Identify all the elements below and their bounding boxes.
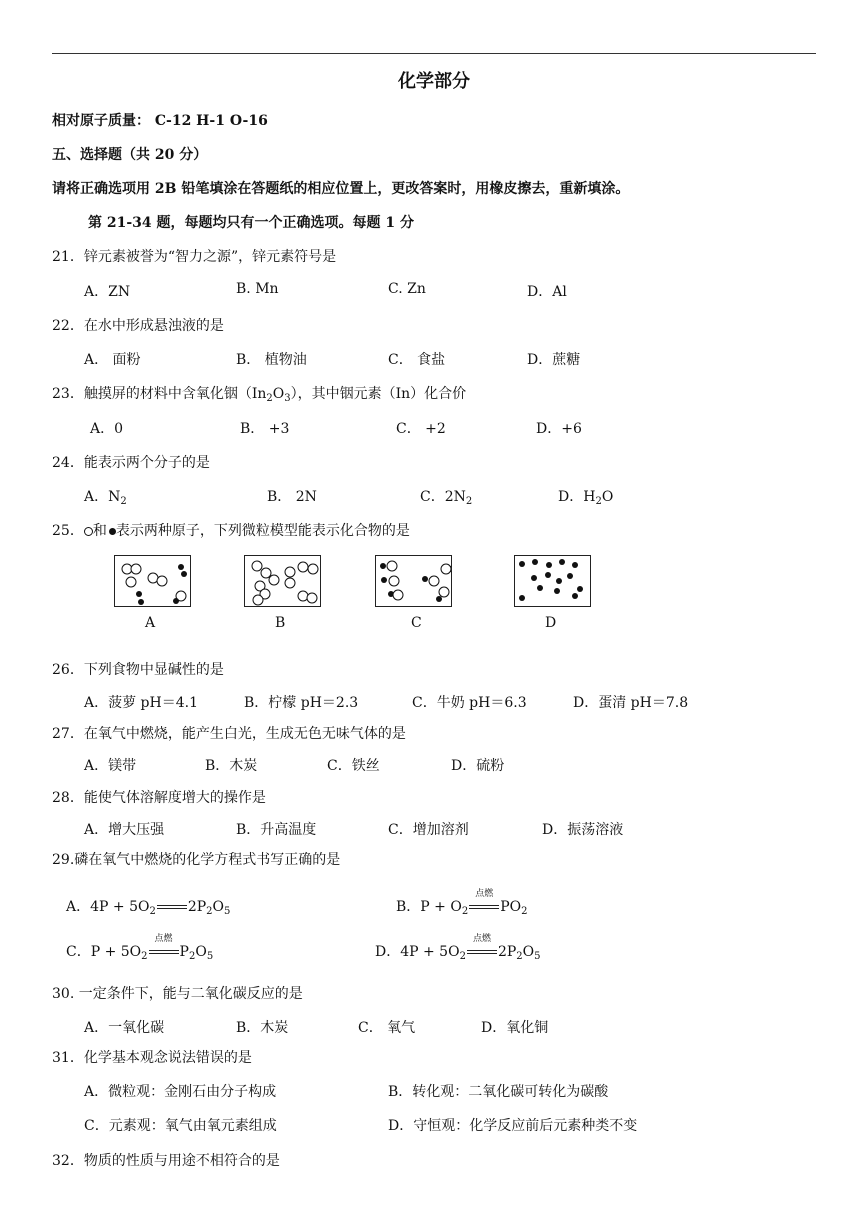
- open-circle-icon: [84, 527, 93, 536]
- q30-option-b: B．木炭: [236, 1020, 289, 1036]
- q29-option-c: C．$P + 5O_2$ 点燃 $P_2O_5$: [66, 934, 214, 962]
- model-c: [375, 555, 452, 607]
- ignite-equals-sign: 点燃: [467, 944, 497, 960]
- q24-option-a: A．$N_2$: [84, 489, 127, 507]
- q23-option-b: B． +3: [240, 421, 290, 437]
- filled-dot-icon: [109, 528, 116, 535]
- q26-option-a: A．菠萝 pH＝4.1: [84, 695, 198, 711]
- q21-option-c: C. Zn: [388, 281, 426, 297]
- q24-option-b: B． 2N: [267, 489, 317, 505]
- q21-stem: 21．锌元素被誉为“智力之源”，锌元素符号是: [52, 249, 337, 265]
- q22-option-c: C． 食盐: [388, 352, 446, 368]
- page-title: 化学部分: [398, 71, 470, 92]
- q31-option-b: B．转化观：二氧化碳可转化为碳酸: [388, 1084, 609, 1100]
- q30-option-c: C． 氧气: [358, 1020, 416, 1036]
- q30-option-d: D．氧化铜: [481, 1020, 549, 1036]
- q26-option-d: D．蛋清 pH＝7.8: [573, 695, 689, 711]
- q24-option-d: D．$H_2O$: [558, 489, 614, 507]
- q23-option-d: D．+6: [536, 421, 582, 437]
- model-d: [514, 555, 591, 607]
- q26-stem: 26．下列食物中显碱性的是: [52, 662, 224, 678]
- q26-option-c: C．牛奶 pH＝6.3: [412, 695, 527, 711]
- q21-option-d: D．Al: [527, 284, 567, 300]
- q25-stem: 25． 和 表示两种原子，下列微粒模型能表示化合物的是: [52, 523, 410, 539]
- q23-option-a: A．0: [90, 421, 124, 437]
- q26-option-b: B．柠檬 pH＝2.3: [244, 695, 359, 711]
- q30-stem: 30. 一定条件下，能与二氧化碳反应的是: [52, 986, 303, 1002]
- q28-option-b: B．升高温度: [236, 822, 317, 838]
- q22-option-a: A． 面粉: [84, 352, 141, 368]
- model-b: [244, 555, 321, 607]
- q29-option-a: A．$4P + 5O_2$ $2P_2O_5$: [66, 899, 231, 917]
- equals-sign: [157, 899, 187, 915]
- q31-stem: 31．化学基本观念说法错误的是: [52, 1050, 252, 1066]
- q27-option-b: B．木炭: [205, 758, 258, 774]
- q23-option-c: C． +2: [396, 421, 446, 437]
- model-a: [114, 555, 191, 607]
- q28-stem: 28．能使气体溶解度增大的操作是: [52, 790, 266, 806]
- q24-stem: 24．能表示两个分子的是: [52, 455, 210, 471]
- q28-option-d: D．振荡溶液: [542, 822, 624, 838]
- q23-stem: 23．触摸屏的材料中含氧化铟$(In_2O_3)$，其中铟元素（In）化合价: [52, 386, 467, 404]
- q29-stem: 29.磷在氧气中燃烧的化学方程式书写正确的是: [52, 852, 341, 868]
- q31-option-d: D．守恒观：化学反应前后元素种类不变: [388, 1118, 638, 1134]
- model-label-b: B: [275, 615, 286, 631]
- q22-stem: 22．在水中形成悬浊液的是: [52, 318, 224, 334]
- model-label-a: A: [145, 615, 156, 631]
- q31-option-a: A．微粒观：金刚石由分子构成: [84, 1084, 277, 1100]
- top-rule: [52, 53, 816, 54]
- model-label-d: D: [545, 615, 557, 631]
- q31-option-c: C．元素观：氧气由氧元素组成: [84, 1118, 277, 1134]
- q32-stem: 32．物质的性质与用途不相符合的是: [52, 1153, 280, 1169]
- q30-option-a: A．一氧化碳: [84, 1020, 165, 1036]
- q27-option-d: D．硫粉: [451, 758, 505, 774]
- q27-option-c: C．铁丝: [327, 758, 380, 774]
- q22-option-b: B． 植物油: [236, 352, 307, 368]
- q21-option-a: A．ZN: [84, 284, 131, 300]
- q21-option-b: B. Mn: [236, 281, 279, 297]
- q27-option-a: A．镁带: [84, 758, 137, 774]
- ignite-equals-sign: 点燃: [149, 944, 179, 960]
- q27-stem: 27．在氧气中燃烧，能产生白光，生成无色无味气体的是: [52, 726, 406, 742]
- q22-option-d: D．蔗糖: [527, 352, 581, 368]
- q29-option-d: D．$4P + 5O_2$ 点燃 $2P_2O_5$: [375, 934, 541, 962]
- instruction-text: 请将正确选项用 2B 铅笔填涂在答题纸的相应位置上，更改答案时，用橡皮擦去，重新填涂。: [52, 181, 630, 197]
- model-label-c: C: [411, 615, 422, 631]
- atomic-mass-line: 相对原子质量： C-12 H-1 O-16: [52, 113, 268, 129]
- subnote-text: 第 21-34 题，每题均只有一个正确选项。每题 1 分: [88, 215, 415, 231]
- q29-option-b: B．$P + O_2$ 点燃 $PO_2$: [396, 889, 528, 917]
- q28-option-c: C．增加溶剂: [388, 822, 469, 838]
- section-heading: 五、选择题（共 20 分）: [52, 147, 208, 163]
- q24-option-c: C．$2N_2$: [420, 489, 473, 507]
- q28-option-a: A．增大压强: [84, 822, 165, 838]
- ignite-equals-sign: 点燃: [469, 899, 499, 915]
